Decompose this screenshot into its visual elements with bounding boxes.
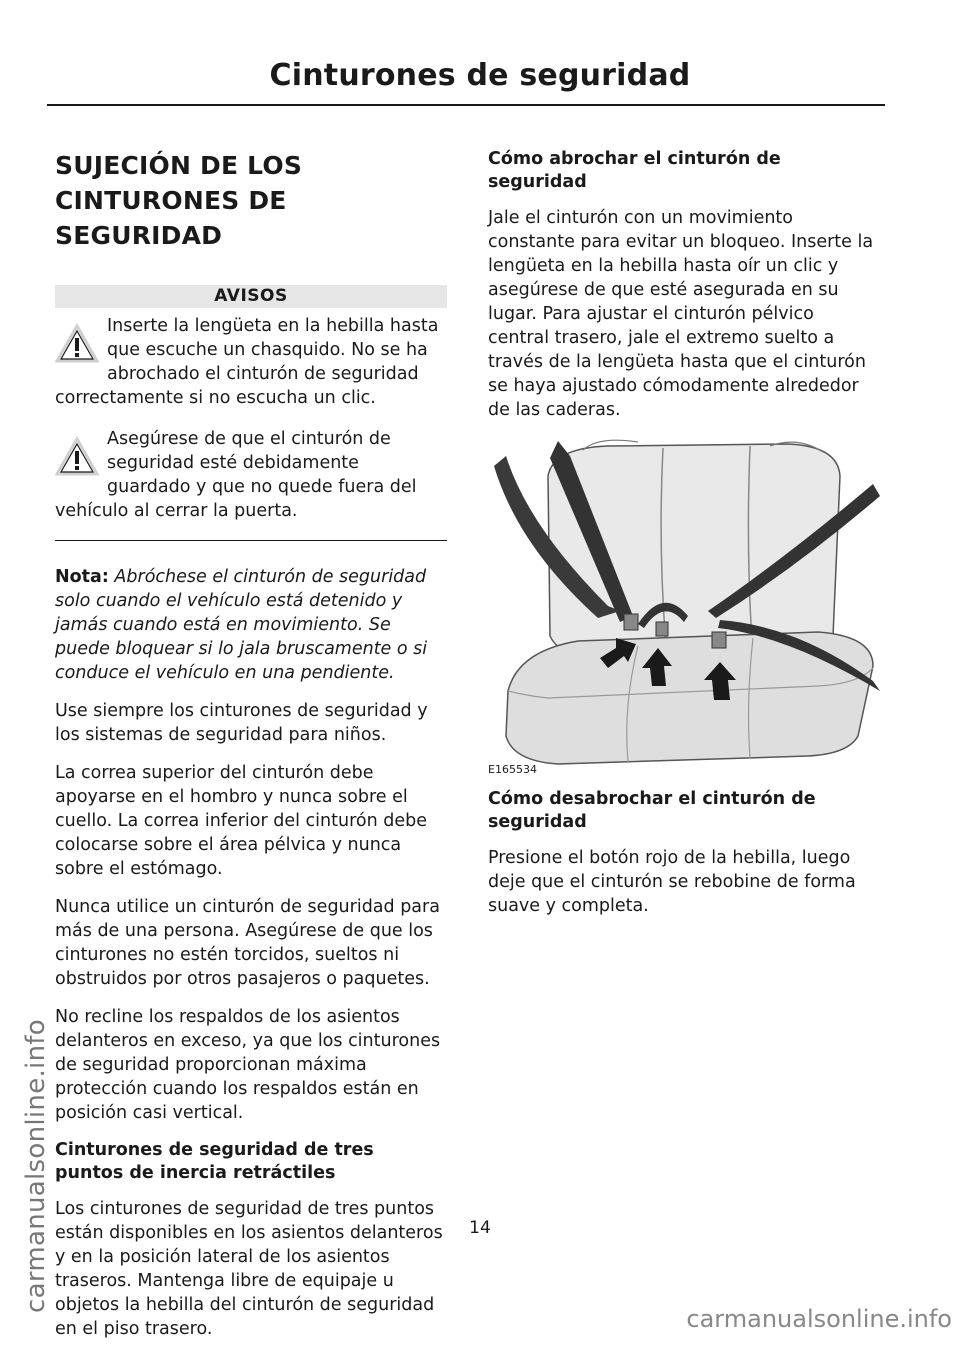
header-divider — [47, 104, 885, 106]
section-title: SUJECIÓN DE LOS CINTURONES DE SEGURIDAD — [55, 151, 303, 250]
page-number: 14 — [469, 1218, 491, 1238]
unfasten-paragraph: Presione el botón rojo de la hebilla, luego deje que el cinturón se rebobine de forma suave y completa. — [488, 848, 856, 916]
watermark-bottom: carmanualsonline.info — [686, 1305, 952, 1333]
page-header-title: Cinturones de seguridad — [269, 58, 691, 93]
unfasten-heading: Cómo desabrochar el cinturón de seguridad — [488, 789, 816, 832]
body-paragraph: Use siempre los cinturones de seguridad y los sistemas de seguridad para niños. — [55, 701, 428, 745]
subheading-three-point-belts: Cinturones de seguridad de tres puntos de inercia retráctiles — [55, 1140, 374, 1183]
left-column — [55, 148, 447, 1355]
warnings-divider — [55, 540, 447, 541]
warnings-box — [55, 285, 447, 541]
warning-item — [55, 427, 447, 523]
note-text: Abróchese el cinturón de seguridad solo cuando el vehículo está detenido y jamás cuando está en movimiento. Se puede bloquear si lo jala bruscamente o si conduce el vehículo en una pendiente. — [55, 567, 428, 683]
body-paragraph: No recline los respaldos de los asientos delanteros en exceso, ya que los cinturones de seguridad proporcionan máxima protección cuando los respaldos están en posición casi vertical. — [55, 1007, 441, 1123]
warning-text: Asegúrese de que el cinturón de seguridad esté debidamente guardado y que no quede fuera del vehículo al cerrar la puerta. — [55, 429, 417, 521]
figure-code: E165534 — [488, 763, 537, 776]
right-column — [488, 148, 880, 932]
watermark-vertical — [21, 748, 51, 1313]
rear-seat-illustration — [488, 436, 880, 766]
rear-seat-belt-figure — [488, 436, 880, 778]
body-paragraph: La correa superior del cinturón debe apoyarse en el hombro y nunca sobre el cuello. La correa inferior del cinturón debe colocarse sobre el área pélvica y nunca sobre el estómago. — [55, 763, 427, 879]
note-paragraph — [55, 565, 447, 685]
watermark-vertical-text: carmanualsonline.info — [21, 1018, 51, 1313]
warning-text: Inserte la lengüeta en la hebilla hasta que escuche un chasquido. No se ha abrochado el cinturón de seguridad correctamente si no escucha un clic. — [55, 316, 439, 408]
warning-triangle-icon — [55, 436, 99, 478]
note-label: Nota: — [55, 567, 109, 587]
body-paragraph: Los cinturones de seguridad de tres puntos están disponibles en los asientos delanteros y en la posición lateral de los asientos traseros. Mantenga libre de equipaje u objetos la hebilla del cinturón de seguridad en el piso trasero. — [55, 1199, 443, 1339]
fasten-heading: Cómo abrochar el cinturón de seguridad — [488, 149, 781, 192]
warning-triangle-icon — [55, 323, 99, 365]
warning-item — [55, 314, 447, 410]
warnings-heading: AVISOS — [55, 285, 447, 308]
body-paragraph: Nunca utilice un cinturón de seguridad para más de una persona. Asegúrese de que los cinturones no estén torcidos, sueltos ni obstruidos por otros pasajeros o paquetes. — [55, 897, 440, 989]
fasten-paragraph: Jale el cinturón con un movimiento constante para evitar un bloqueo. Inserte la lengüeta en la hebilla hasta oír un clic y asegúrese de que esté asegurada en su lugar. Para ajustar el cinturón pélvico central trasero, jale el extremo suelto a través de la lengüeta hasta que el cinturón se haya ajustado cómodamente alrededor de las caderas. — [488, 208, 874, 420]
